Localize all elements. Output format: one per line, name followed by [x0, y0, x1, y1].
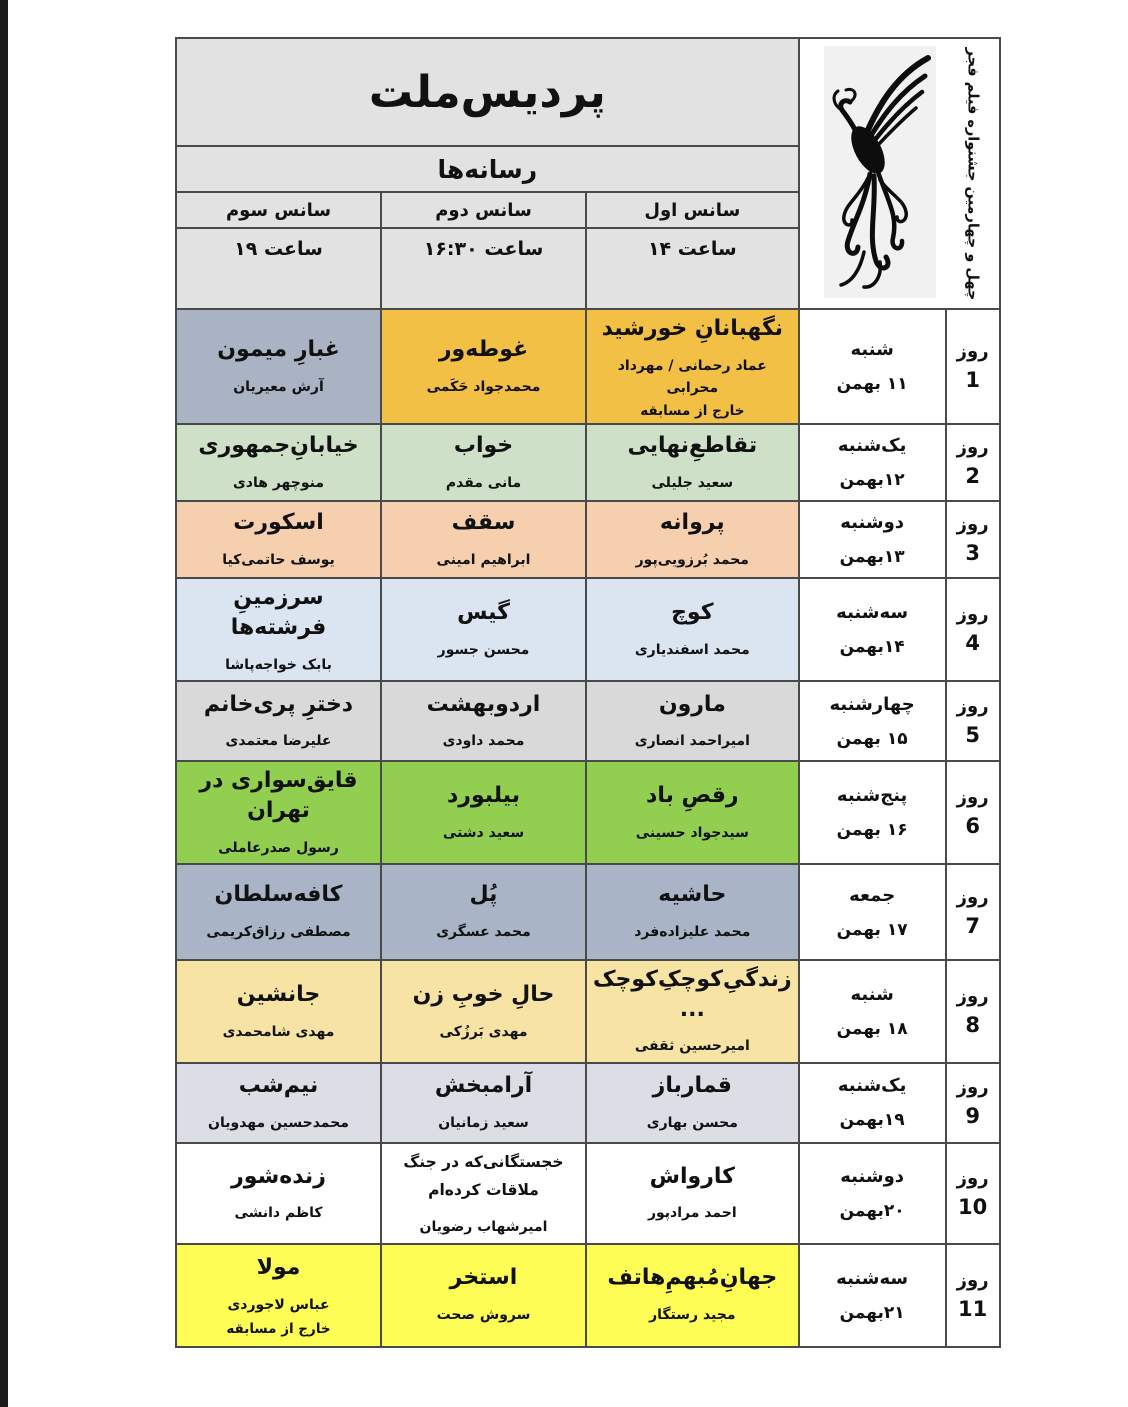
festival-schedule-table: [175, 37, 1001, 1348]
film-director: آرش معیریان: [233, 378, 324, 395]
film-director: محمد علیزاده‌فرد: [634, 924, 751, 941]
schedule-row-day-2: [176, 424, 1000, 501]
film-cell-session-3: [176, 1244, 381, 1347]
weekday-label: یک‌شنبه: [837, 1075, 907, 1097]
day-number: 4: [965, 631, 980, 656]
film-title: نیم‌شب: [238, 1073, 319, 1099]
film-cell-session-1: [586, 309, 799, 424]
date-label: ۱۵ بهمن: [836, 728, 908, 749]
day-number: 9: [965, 1104, 980, 1129]
day-number-cell: [946, 578, 1000, 681]
film-director: یوسف حاتمی‌کیا: [222, 552, 335, 569]
film-title: اسکورت: [233, 510, 324, 536]
film-cell-session-2: [381, 578, 586, 681]
day-number: 3: [965, 541, 980, 566]
film-title: کارواش: [649, 1163, 735, 1189]
film-title: زنده‌شور: [231, 1163, 326, 1189]
film-title: سرزمینِ فرشته‌ها: [230, 585, 327, 641]
film-title: دخترِ پری‌خانم: [203, 691, 354, 717]
day-word: روز: [956, 695, 989, 717]
schedule-row-day-1: [176, 309, 1000, 424]
window-edge-strip: [0, 0, 8, 1407]
day-number-cell: [946, 681, 1000, 761]
film-title: مارون: [658, 691, 726, 717]
weekday-label: شنبه: [850, 339, 894, 361]
film-title: مولا: [256, 1255, 301, 1281]
day-date-cell: [799, 1143, 946, 1244]
film-director: محمد عسگری: [436, 924, 531, 941]
film-director: مصطفی رزاق‌کریمی: [206, 924, 351, 941]
day-word: روز: [956, 1269, 989, 1291]
film-title: رقصِ باد: [646, 783, 739, 809]
weekday-label: چهارشنبه: [829, 693, 915, 715]
film-title: استخر: [449, 1265, 518, 1291]
film-director: رسول صدرعاملی: [218, 839, 339, 856]
film-cell-session-3: [176, 578, 381, 681]
date-label: ۲۰بهمن: [839, 1200, 905, 1221]
day-date-cell: [799, 1063, 946, 1143]
festival-header-cell: [799, 38, 1000, 309]
schedule-row-day-5: [176, 681, 1000, 761]
schedule-body: [176, 309, 1000, 1347]
session-1-time: ساعت ۱۴: [586, 228, 799, 309]
film-title: خیابانِ‌جمهوری: [198, 433, 359, 459]
day-number-cell: [946, 960, 1000, 1063]
film-cell-session-1: [586, 864, 799, 960]
date-label: ۱۸ بهمن: [836, 1018, 908, 1039]
film-director: محسن جسور: [437, 642, 530, 658]
film-cell-session-2: [381, 960, 586, 1063]
film-title: نگهبانانِ خورشید: [601, 316, 784, 341]
film-cell-session-1: [586, 1143, 799, 1244]
film-title: پُل: [469, 882, 498, 908]
film-director: بابک خواجه‌پاشا: [225, 656, 332, 673]
film-cell-session-3: [176, 761, 381, 864]
date-label: ۱۹بهمن: [839, 1110, 905, 1131]
date-label: ۱۷ بهمن: [836, 919, 908, 940]
date-label: ۱۴بهمن: [839, 637, 905, 658]
film-cell-session-2: [381, 501, 586, 578]
film-title: غوطه‌ور: [438, 337, 529, 363]
film-director: عباس لاجوردی: [227, 1297, 330, 1314]
film-cell-session-1: [586, 1063, 799, 1143]
day-date-cell: [799, 501, 946, 578]
day-date-cell: [799, 578, 946, 681]
day-number-cell: [946, 1244, 1000, 1347]
film-director: مهدی شامحمدی: [222, 1023, 335, 1040]
film-director: مجید رستگار: [649, 1307, 736, 1324]
film-director: محمدجواد حَکَمی: [426, 378, 541, 395]
film-title: غبارِ میمون: [217, 337, 340, 363]
schedule-row-day-4: [176, 578, 1000, 681]
date-label: ۱۳بهمن: [839, 547, 905, 568]
weekday-label: سه‌شنبه: [836, 602, 909, 624]
film-title: پروانه: [659, 510, 725, 536]
day-number-cell: [946, 1063, 1000, 1143]
day-number: 11: [958, 1296, 988, 1321]
day-date-cell: [799, 309, 946, 424]
day-word: روز: [956, 437, 989, 459]
film-cell-session-3: [176, 681, 381, 761]
film-cell-session-2: [381, 1063, 586, 1143]
day-number: 1: [965, 368, 980, 393]
film-cell-session-2: [381, 309, 586, 424]
day-number-cell: [946, 1143, 1000, 1244]
film-director: علیرضا معتمدی: [225, 733, 332, 750]
day-word: روز: [956, 341, 989, 363]
film-title: کافه‌سلطان: [214, 882, 343, 908]
film-title: سقف: [451, 510, 516, 536]
weekday-label: دوشنبه: [840, 1165, 904, 1187]
film-director: امیرشهاب رضویان: [419, 1219, 548, 1236]
festival-name-vertical: چهل و چهارمین جشنواره فیلم فجر: [964, 47, 981, 300]
film-cell-session-3: [176, 1143, 381, 1244]
weekday-label: شنبه: [850, 983, 894, 1005]
day-date-cell: [799, 761, 946, 864]
film-director: محسن بهاری: [646, 1114, 738, 1131]
day-number: 6: [965, 814, 980, 839]
film-title: حالِ خوبِ زن: [412, 981, 555, 1007]
film-director: محمد داودی: [442, 733, 525, 750]
session-3-time: ساعت ۱۹: [176, 228, 381, 309]
day-date-cell: [799, 1244, 946, 1347]
film-cell-session-1: [586, 1244, 799, 1347]
film-cell-session-3: [176, 424, 381, 501]
day-number-cell: [946, 501, 1000, 578]
film-director: امیرحسین ثقفی: [634, 1038, 750, 1055]
film-title: جانشین: [236, 981, 321, 1007]
film-title: حاشیه: [658, 882, 727, 908]
film-cell-session-1: [586, 578, 799, 681]
day-number: 8: [965, 1012, 980, 1037]
schedule-row-day-8: [176, 960, 1000, 1063]
film-cell-session-3: [176, 309, 381, 424]
film-cell-session-1: [586, 761, 799, 864]
schedule-row-day-6: [176, 761, 1000, 864]
day-number: 2: [965, 464, 980, 489]
film-note: خارج از مسابقه: [640, 403, 745, 420]
date-label: ۱۶ بهمن: [836, 820, 908, 841]
film-cell-session-1: [586, 424, 799, 501]
film-director: سعید زمانیان: [438, 1114, 529, 1131]
film-title: تقاطعِ‌نهایی: [627, 433, 758, 459]
day-word: روز: [956, 604, 989, 626]
schedule-row-day-11: [176, 1244, 1000, 1347]
weekday-label: پنج‌شنبه: [836, 785, 908, 807]
date-label: ۱۱ بهمن: [836, 374, 908, 395]
date-label: ۲۱بهمن: [839, 1302, 905, 1323]
film-director: محمدحسین مهدویان: [208, 1114, 349, 1131]
day-date-cell: [799, 960, 946, 1063]
session-3-header: سانس سوم: [176, 192, 381, 228]
day-number: 10: [958, 1194, 988, 1219]
film-cell-session-1: [586, 501, 799, 578]
film-cell-session-3: [176, 501, 381, 578]
film-director: سیدجواد حسینی: [635, 824, 749, 841]
film-cell-session-1: [586, 960, 799, 1063]
section-title: رسانه‌ها: [176, 146, 799, 192]
film-director: محمد بُرزویی‌پور: [635, 552, 749, 569]
film-cell-session-3: [176, 1063, 381, 1143]
film-cell-session-2: [381, 681, 586, 761]
film-title: قایق‌سواری در تهران: [199, 768, 358, 823]
session-1-header: سانس اول: [586, 192, 799, 228]
film-director: ابراهیم امینی: [436, 552, 531, 569]
film-title: گیس: [457, 600, 510, 626]
weekday-label: یک‌شنبه: [837, 435, 907, 457]
schedule-row-day-3: [176, 501, 1000, 578]
day-number-cell: [946, 761, 1000, 864]
schedule-row-day-10: [176, 1143, 1000, 1244]
day-date-cell: [799, 424, 946, 501]
day-number: 5: [965, 722, 980, 747]
simorgh-fajr-logo-icon: [824, 46, 936, 298]
film-note: خارج از مسابقه: [226, 1320, 331, 1337]
film-cell-session-2: [381, 424, 586, 501]
day-word: روز: [956, 886, 989, 908]
film-title: آرامبخش: [434, 1073, 533, 1099]
day-number-cell: [946, 424, 1000, 501]
day-number-cell: [946, 864, 1000, 960]
film-title: اردوبهشت: [426, 691, 541, 717]
day-word: روز: [956, 514, 989, 536]
day-word: روز: [956, 787, 989, 809]
session-2-header: سانس دوم: [381, 192, 586, 228]
film-cell-session-2: [381, 761, 586, 864]
day-date-cell: [799, 864, 946, 960]
schedule-row-day-7: [176, 864, 1000, 960]
day-word: روز: [956, 985, 989, 1007]
film-title: قمارباز: [652, 1073, 732, 1099]
film-director: کاظم دانشی: [234, 1205, 323, 1222]
film-title: خجستگانی‌که در جنگ ملاقات کرده‌ام: [403, 1152, 564, 1200]
film-director: محمد اسفندیاری: [634, 642, 750, 658]
session-2-time: ساعت ۱۶:۳۰: [381, 228, 586, 309]
weekday-label: دوشنبه: [840, 512, 904, 534]
day-number-cell: [946, 309, 1000, 424]
schedule-row-day-9: [176, 1063, 1000, 1143]
film-title: کوچ: [671, 600, 714, 626]
film-title: جهانِ‌مُبهمِ‌هاتف: [607, 1265, 778, 1291]
day-date-cell: [799, 681, 946, 761]
film-cell-session-3: [176, 960, 381, 1063]
film-cell-session-2: [381, 1143, 586, 1244]
film-director: مهدی بَرزُکی: [439, 1023, 528, 1040]
film-director: سعید دشتی: [442, 824, 525, 841]
film-director: سعید جلیلی: [651, 475, 734, 492]
venue-title: پردیس‌ملت: [176, 38, 799, 146]
weekday-label: سه‌شنبه: [836, 1267, 909, 1289]
film-director: امیراحمد انصاری: [634, 733, 750, 750]
film-director: مانی مقدم: [445, 475, 522, 492]
day-word: روز: [956, 1167, 989, 1189]
film-title: خواب: [453, 433, 514, 459]
film-cell-session-2: [381, 864, 586, 960]
day-word: روز: [956, 1077, 989, 1099]
film-director: احمد مرادپور: [647, 1205, 737, 1222]
date-label: ۱۲بهمن: [839, 470, 905, 491]
film-cell-session-1: [586, 681, 799, 761]
film-title: بیلبورد: [447, 783, 520, 809]
film-director: عماد رحمانی / مهرداد محرابی: [617, 357, 767, 397]
film-cell-session-3: [176, 864, 381, 960]
film-cell-session-2: [381, 1244, 586, 1347]
weekday-label: جمعه: [849, 884, 896, 906]
day-number: 7: [965, 913, 980, 938]
film-director: منوچهر هادی: [232, 475, 325, 492]
film-title: زندگیِ‌کوچکِ‌کوچک ...: [593, 967, 792, 1022]
film-director: سروش صحت: [436, 1307, 531, 1324]
